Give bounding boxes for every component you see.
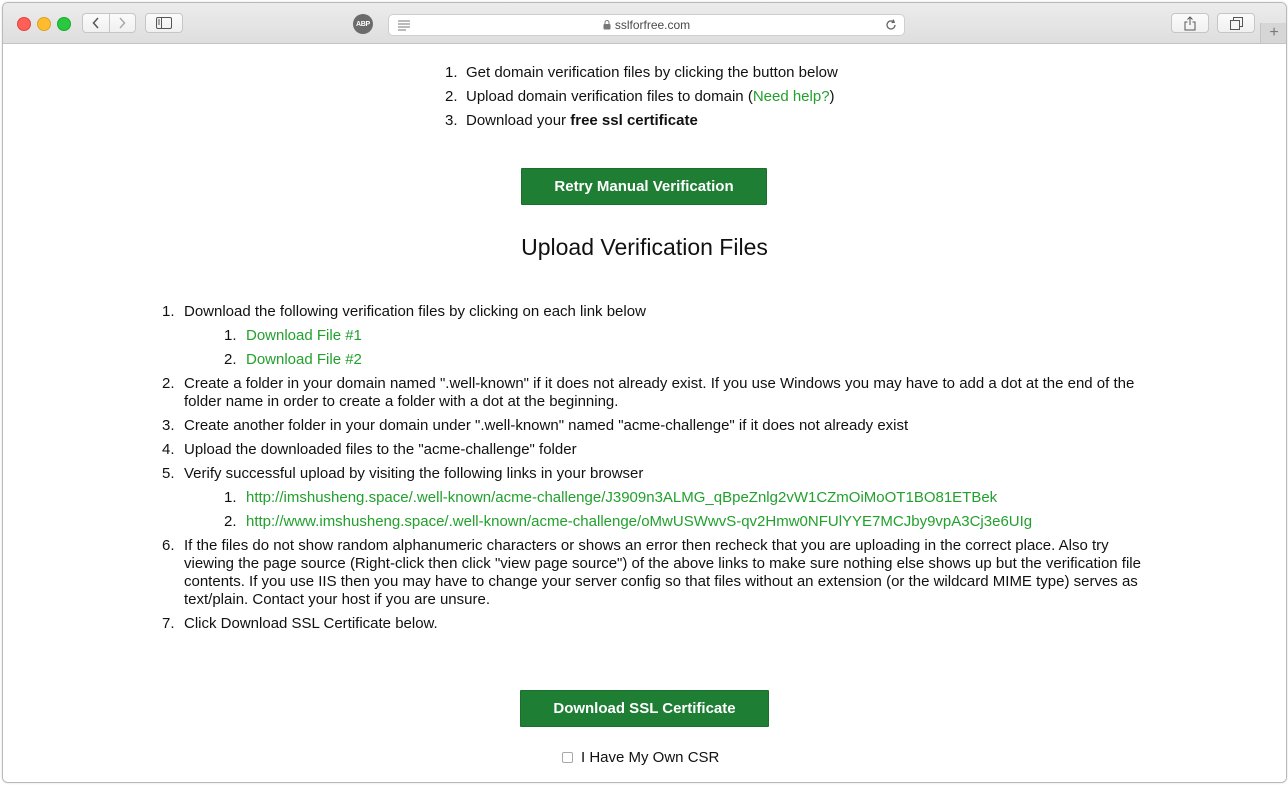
url-display <box>389 18 904 32</box>
sub-list-item: 2. Download File #2 <box>224 351 362 368</box>
nav-buttons <box>82 13 136 33</box>
page-content <box>3 44 1286 782</box>
plus-icon: + <box>1269 24 1279 41</box>
sub-list-item: 1. http://imshusheng.space/.well-known/acme-challenge/J3909n3ALMG_qBpeZnlg2vW1CZmOiMoOT1BO81ETBek <box>224 489 998 506</box>
reload-icon[interactable] <box>884 18 898 32</box>
browser-window <box>2 2 1287 783</box>
step-item: 3. Create another folder in your domain under ".well-known" named "acme-challenge" if it does not already exist <box>162 417 909 434</box>
sub-list-item: 2. http://www.imshusheng.space/.well-known/acme-challenge/oMwUSWwvS-qv2Hmw0NFUlYYE7MCJby9vpA3Cj3e6UIg <box>224 513 1033 530</box>
new-tab-button[interactable] <box>1260 23 1287 43</box>
zoom-window-button[interactable] <box>57 17 71 31</box>
lock-icon <box>603 20 611 30</box>
instruction-item: 3. Download your free ssl certificate <box>445 112 698 129</box>
chevron-right-icon <box>118 17 126 29</box>
upload-steps-list <box>162 303 1147 639</box>
download-files-list <box>184 327 1147 369</box>
verification-links-list <box>184 489 1147 531</box>
url-text: sslforfree.com <box>614 18 691 32</box>
need-help-link[interactable]: Need help? <box>752 88 830 105</box>
step-item: 7. Click Download SSL Certificate below. <box>162 615 438 632</box>
download-file-2-link[interactable]: Download File #2 <box>246 351 362 368</box>
step-item: 2. Create a folder in your domain named ".well-known" if it does not already exist. If you use Windows you may have to add a dot at the end of the folder name in order to create a folder with a dot at the beginning. <box>162 375 1135 410</box>
own-csr-checkbox[interactable] <box>562 752 573 763</box>
own-csr-option[interactable] <box>562 749 719 766</box>
close-window-button[interactable] <box>17 17 31 31</box>
share-icon <box>1184 16 1196 31</box>
instruction-item: 2. Upload domain verification files to domain (Need help?) <box>445 88 835 105</box>
address-bar[interactable] <box>388 14 905 36</box>
step-item: 1. Download the following verification files by clicking on each link below 1. Download File #1 2. Download File #2 <box>162 303 1147 369</box>
back-button[interactable] <box>83 14 110 32</box>
download-file-1-link[interactable]: Download File #1 <box>246 327 362 344</box>
forward-button[interactable] <box>110 14 136 32</box>
share-button[interactable] <box>1171 13 1209 33</box>
tabs-icon <box>1230 17 1243 30</box>
adblock-button[interactable] <box>345 14 381 34</box>
step-item: 5. Verify successful upload by visiting the following links in your browser 1. http://imshusheng.space/.well-known/acme-challenge/J3909n3ALMG_qBpeZnlg2vW1CZmOiMoOT1BO81ETBek 2. http://www.imshusheng.space/.well-known/acme-challenge/oMwUSWwvS-qv2Hmw0NFUlYYE7MCJby9vpA3Cj3e6UIg <box>162 465 1147 531</box>
adblock-icon: ABP <box>353 14 373 34</box>
chevron-left-icon <box>92 17 100 29</box>
step-item: 6. If the files do not show random alphanumeric characters or shows an error then recheck that you are uploading in the correct place. Also try viewing the page source (Right-click then click "view page source") of the above links to make sure nothing else shows up but the verification file contents. If you use IIS then you may have to change your server config so that files without an extension (or the wildcard MIME type) serves as text/plain. Contact your host if you are unsure. <box>162 537 1141 608</box>
browser-toolbar <box>3 3 1286 44</box>
sidebar-toggle-button[interactable] <box>145 13 183 33</box>
instructions-list <box>445 61 838 133</box>
minimize-window-button[interactable] <box>37 17 51 31</box>
sub-list-item: 1. Download File #1 <box>224 327 362 344</box>
verification-link-1[interactable]: http://imshusheng.space/.well-known/acme-challenge/J3909n3ALMG_qBpeZnlg2vW1CZmOiMoOT1BO81ETBek <box>246 489 998 506</box>
show-tabs-button[interactable] <box>1217 13 1255 33</box>
instruction-item: 1. Get domain verification files by clicking the button below <box>445 64 838 81</box>
retry-manual-verification-button[interactable]: Retry Manual Verification <box>521 168 767 205</box>
sidebar-icon <box>156 17 172 29</box>
section-title: Upload Verification Files <box>521 234 768 260</box>
verification-link-2[interactable]: http://www.imshusheng.space/.well-known/acme-challenge/oMwUSWwvS-qv2Hmw0NFUlYYE7MCJby9vpA3Cj3e6UIg <box>246 513 1033 530</box>
own-csr-label: I Have My Own CSR <box>581 749 720 766</box>
download-ssl-certificate-button[interactable]: Download SSL Certificate <box>520 690 769 727</box>
step-item: 4. Upload the downloaded files to the "acme-challenge" folder <box>162 441 577 458</box>
